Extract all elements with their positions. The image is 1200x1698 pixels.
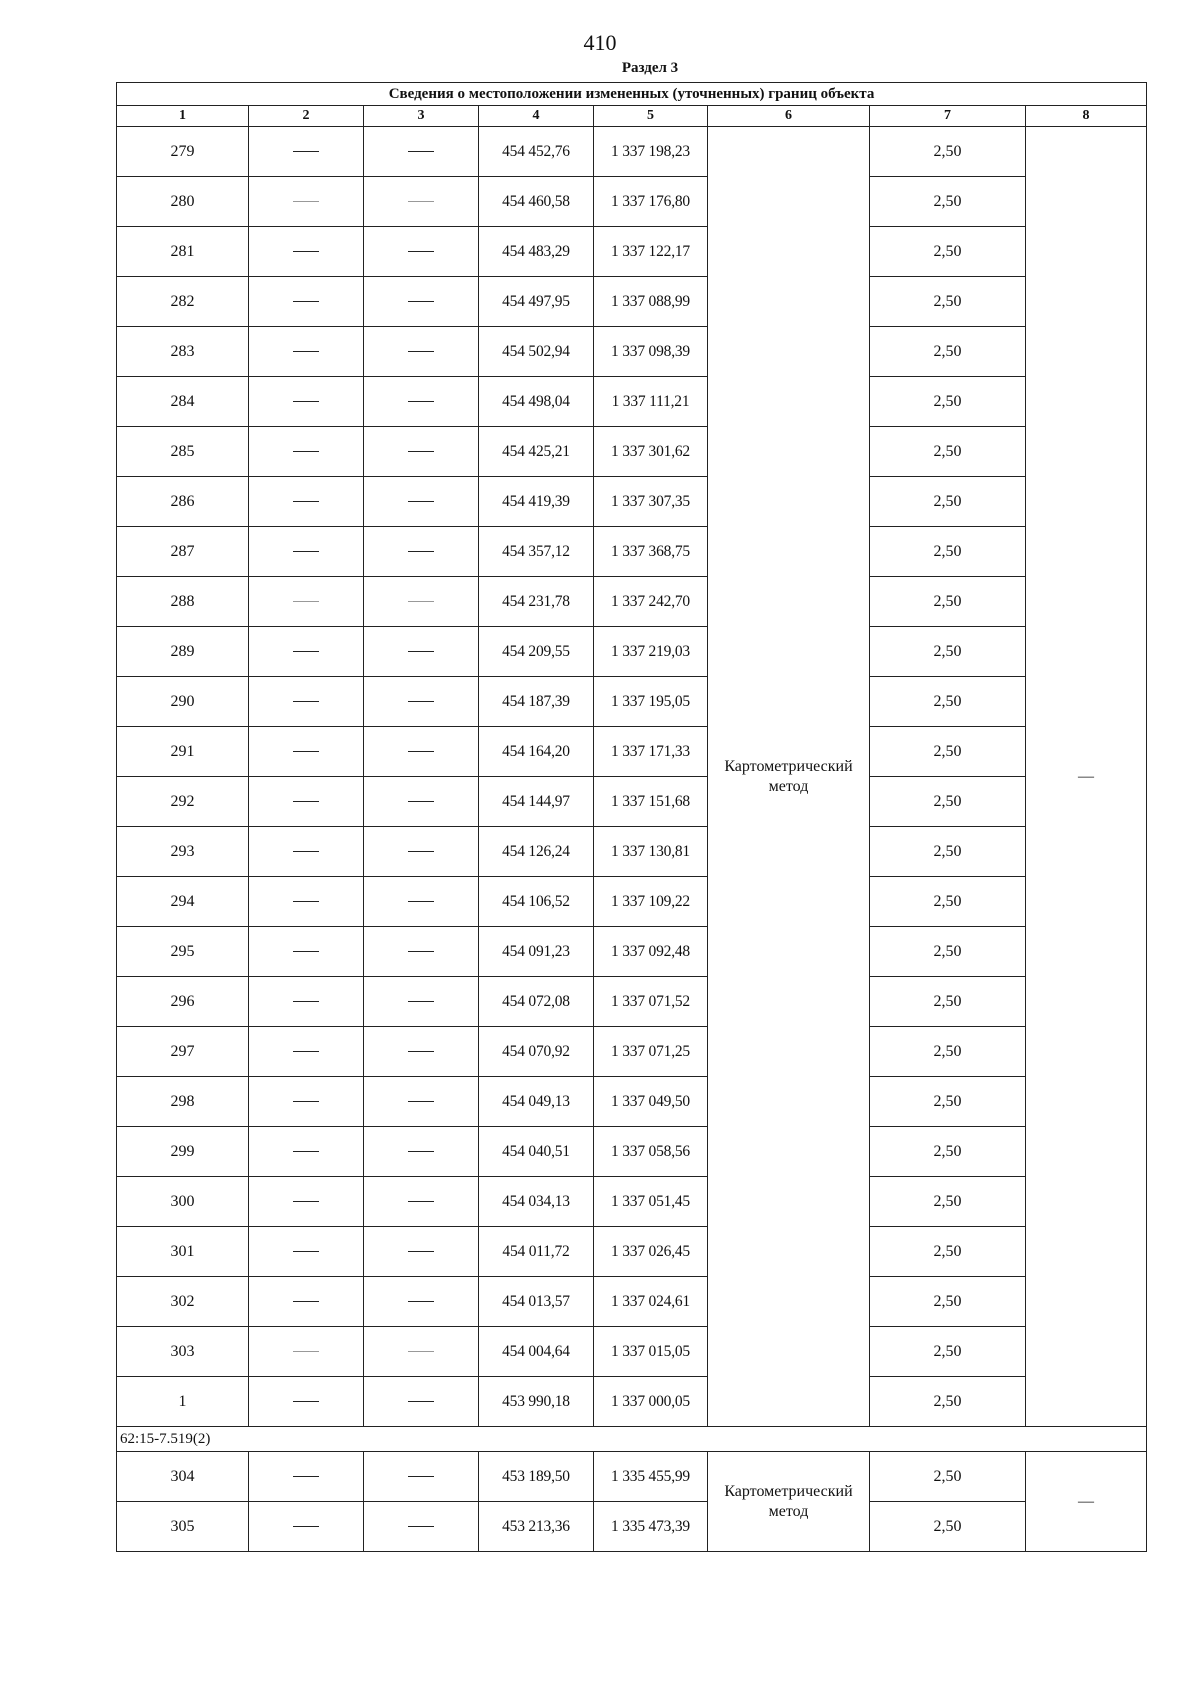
empty-value-cell [249,1277,364,1327]
dash-mark [293,601,319,602]
empty-value-cell [249,977,364,1027]
empty-value-cell [364,627,479,677]
dash-mark [293,301,319,302]
dash-mark [408,1251,434,1252]
empty-value-cell [364,727,479,777]
empty-value-cell [364,677,479,727]
empty-value-cell [249,577,364,627]
coordinate-y: 1 337 088,99 [594,277,708,327]
point-number: 285 [117,427,249,477]
accuracy-value: 2,50 [870,827,1026,877]
accuracy-value: 2,50 [870,377,1026,427]
column-number-row [117,106,1147,127]
coordinate-x: 454 049,13 [479,1077,594,1127]
dash-mark [408,251,434,252]
dash-mark [408,501,434,502]
point-number: 287 [117,527,249,577]
empty-value-cell [364,1077,479,1127]
coordinate-y: 1 337 368,75 [594,527,708,577]
dash-mark [293,951,319,952]
empty-value-cell [364,777,479,827]
accuracy-value: 2,50 [870,577,1026,627]
coordinate-x: 454 144,97 [479,777,594,827]
dash-mark [408,1201,434,1202]
dash-mark [408,351,434,352]
column-number: 1 [117,106,249,127]
dash-mark [408,901,434,902]
empty-value-cell [364,1177,479,1227]
point-number: 297 [117,1027,249,1077]
coordinate-y: 1 337 171,33 [594,727,708,777]
column-number: 7 [870,106,1026,127]
coordinate-x: 454 070,92 [479,1027,594,1077]
accuracy-value: 2,50 [870,927,1026,977]
dash-mark [408,801,434,802]
table-row [117,827,1147,877]
dash-mark [408,201,434,202]
empty-value-cell [364,377,479,427]
coordinate-x: 454 357,12 [479,527,594,577]
table-row [117,1077,1147,1127]
dash-mark [408,1151,434,1152]
table-row [117,1027,1147,1077]
accuracy-value: 2,50 [870,1027,1026,1077]
empty-value-cell [364,227,479,277]
empty-value-cell [249,777,364,827]
accuracy-value: 2,50 [870,227,1026,277]
coordinate-y: 1 337 109,22 [594,877,708,927]
table-caption: Сведения о местоположении измененных (уточненных) границ объекта [117,83,1147,106]
table-row [117,527,1147,577]
point-number: 280 [117,177,249,227]
point-number: 289 [117,627,249,677]
accuracy-value: 2,50 [870,1452,1026,1502]
dash-mark [293,751,319,752]
point-number: 284 [117,377,249,427]
dash-mark [293,1201,319,1202]
coordinate-x: 454 106,52 [479,877,594,927]
coordinate-x: 454 034,13 [479,1177,594,1227]
accuracy-value: 2,50 [870,777,1026,827]
coordinate-x: 454 164,20 [479,727,594,777]
dash-mark [408,1301,434,1302]
point-number: 290 [117,677,249,727]
empty-value-cell [249,1027,364,1077]
dash-mark [293,1251,319,1252]
empty-value-cell [249,877,364,927]
table-row [117,377,1147,427]
column-number: 5 [594,106,708,127]
point-number: 1 [117,1377,249,1427]
accuracy-value: 2,50 [870,677,1026,727]
table-row [117,677,1147,727]
point-number: 282 [117,277,249,327]
table-row [117,427,1147,477]
empty-value-cell [249,1377,364,1427]
accuracy-value: 2,50 [870,627,1026,677]
dash-mark [408,751,434,752]
dash-mark [293,1051,319,1052]
empty-value-cell [364,827,479,877]
dash-mark [408,1051,434,1052]
coordinate-x: 454 231,78 [479,577,594,627]
table-row [117,1227,1147,1277]
dash-mark [293,1001,319,1002]
accuracy-value: 2,50 [870,427,1026,477]
coordinate-y: 1 335 473,39 [594,1502,708,1552]
empty-value-cell [249,1177,364,1227]
method-cell: Картометрический метод [708,1452,870,1552]
empty-value-cell [249,627,364,677]
empty-value-cell [249,1077,364,1127]
empty-value-cell [249,1452,364,1502]
coordinate-x: 454 502,94 [479,327,594,377]
point-number: 294 [117,877,249,927]
dash-mark [293,1476,319,1477]
coordinate-x: 454 425,21 [479,427,594,477]
column-number: 8 [1026,106,1147,127]
empty-value-cell [364,427,479,477]
empty-value-cell [364,1502,479,1552]
coordinate-y: 1 337 092,48 [594,927,708,977]
empty-value-cell [364,477,479,527]
coordinate-x: 453 189,50 [479,1452,594,1502]
point-number: 299 [117,1127,249,1177]
column-number: 2 [249,106,364,127]
point-number: 281 [117,227,249,277]
coordinate-x: 454 497,95 [479,277,594,327]
table-row [117,727,1147,777]
dash-mark [293,501,319,502]
accuracy-value: 2,50 [870,327,1026,377]
dash-mark [293,1301,319,1302]
dash-mark [408,1101,434,1102]
accuracy-value: 2,50 [870,727,1026,777]
point-number: 288 [117,577,249,627]
page-number: 410 [583,30,617,55]
empty-value-cell [249,677,364,727]
empty-value-cell [364,927,479,977]
dash-mark [293,1526,319,1527]
accuracy-value: 2,50 [870,277,1026,327]
dash-mark [408,651,434,652]
accuracy-value: 2,50 [870,477,1026,527]
coordinate-x: 453 213,36 [479,1502,594,1552]
accuracy-value: 2,50 [870,1377,1026,1427]
dash-mark [408,401,434,402]
coordinate-y: 1 337 242,70 [594,577,708,627]
section-title: Раздел 3 [621,60,679,76]
empty-value-cell [364,977,479,1027]
coordinate-y: 1 337 219,03 [594,627,708,677]
coordinate-x: 454 460,58 [479,177,594,227]
accuracy-value: 2,50 [870,177,1026,227]
coordinate-y: 1 337 058,56 [594,1127,708,1177]
dash-mark [293,351,319,352]
accuracy-value: 2,50 [870,1502,1026,1552]
empty-value-cell [249,177,364,227]
dash-mark [408,1401,434,1402]
table-row [117,327,1147,377]
dash-mark [293,901,319,902]
point-number: 298 [117,1077,249,1127]
dash-mark [293,1101,319,1102]
coordinate-x: 454 498,04 [479,377,594,427]
empty-value-cell [249,227,364,277]
empty-value-cell [364,327,479,377]
accuracy-value: 2,50 [870,1227,1026,1277]
accuracy-value: 2,50 [870,977,1026,1027]
dash-mark [293,1151,319,1152]
dash-mark [408,601,434,602]
point-number: 305 [117,1502,249,1552]
table-row [117,577,1147,627]
coordinate-x: 453 990,18 [479,1377,594,1427]
accuracy-value: 2,50 [870,1177,1026,1227]
dash-mark [293,801,319,802]
coordinate-y: 1 337 111,21 [594,377,708,427]
parcel-label: 62:15-7.519(2) [117,1427,1147,1452]
point-number: 279 [117,127,249,177]
empty-value-cell [249,377,364,427]
empty-value-cell [249,1127,364,1177]
empty-value-cell [364,1277,479,1327]
point-number: 296 [117,977,249,1027]
coordinate-y: 1 337 307,35 [594,477,708,527]
empty-value-cell [249,1227,364,1277]
table-row [117,1177,1147,1227]
empty-value-cell [249,327,364,377]
table-row [117,277,1147,327]
column-8-value: — [1026,127,1147,1427]
dash-mark [293,1401,319,1402]
accuracy-value: 2,50 [870,527,1026,577]
empty-value-cell [364,1377,479,1427]
coordinate-x: 454 187,39 [479,677,594,727]
point-number: 301 [117,1227,249,1277]
dash-mark [293,201,319,202]
empty-value-cell [364,127,479,177]
accuracy-value: 2,50 [870,1127,1026,1177]
empty-value-cell [249,427,364,477]
table-row [117,227,1147,277]
empty-value-cell [249,127,364,177]
empty-value-cell [364,577,479,627]
coordinate-y: 1 337 000,05 [594,1377,708,1427]
dash-mark [293,451,319,452]
table-row [117,777,1147,827]
table-row [117,627,1147,677]
dash-mark [408,301,434,302]
coordinate-y: 1 337 024,61 [594,1277,708,1327]
table-row [117,927,1147,977]
column-number: 6 [708,106,870,127]
coordinate-y: 1 337 015,05 [594,1327,708,1377]
empty-value-cell [249,1327,364,1377]
coordinate-y: 1 337 051,45 [594,1177,708,1227]
coordinate-x: 454 013,57 [479,1277,594,1327]
empty-value-cell [249,277,364,327]
point-number: 286 [117,477,249,527]
column-number: 4 [479,106,594,127]
dash-mark [408,451,434,452]
table-row [117,177,1147,227]
dash-mark [408,1526,434,1527]
dash-mark [293,151,319,152]
empty-value-cell [364,277,479,327]
dash-mark [408,551,434,552]
accuracy-value: 2,50 [870,877,1026,927]
table-row [117,1327,1147,1377]
table-row [117,877,1147,927]
point-number: 300 [117,1177,249,1227]
point-number: 304 [117,1452,249,1502]
point-number: 291 [117,727,249,777]
coordinate-x: 454 483,29 [479,227,594,277]
point-number: 283 [117,327,249,377]
dash-mark [408,151,434,152]
dash-mark [408,851,434,852]
empty-value-cell [249,527,364,577]
coordinate-x: 454 091,23 [479,927,594,977]
column-number: 3 [364,106,479,127]
point-number: 302 [117,1277,249,1327]
coordinate-x: 454 011,72 [479,1227,594,1277]
coordinate-y: 1 337 026,45 [594,1227,708,1277]
empty-value-cell [364,527,479,577]
empty-value-cell [364,1027,479,1077]
accuracy-value: 2,50 [870,1077,1026,1127]
coordinate-y: 1 337 122,17 [594,227,708,277]
dash-mark [408,1476,434,1477]
coordinate-y: 1 337 195,05 [594,677,708,727]
accuracy-value: 2,50 [870,127,1026,177]
coordinate-y: 1 337 130,81 [594,827,708,877]
table-row [117,1452,1147,1502]
method-cell: Картометрический метод [708,127,870,1427]
table-row [117,1127,1147,1177]
coordinate-x: 454 072,08 [479,977,594,1027]
coordinate-y: 1 337 151,68 [594,777,708,827]
accuracy-value: 2,50 [870,1277,1026,1327]
coordinate-x: 454 004,64 [479,1327,594,1377]
dash-mark [293,251,319,252]
coordinate-y: 1 337 071,52 [594,977,708,1027]
empty-value-cell [249,827,364,877]
dash-mark [293,551,319,552]
coordinate-x: 454 452,76 [479,127,594,177]
table-row [117,477,1147,527]
coordinate-y: 1 337 198,23 [594,127,708,177]
empty-value-cell [364,1227,479,1277]
dash-mark [293,851,319,852]
coordinates-table [116,82,1147,1552]
point-number: 293 [117,827,249,877]
empty-value-cell [249,727,364,777]
dash-mark [408,701,434,702]
coordinate-y: 1 335 455,99 [594,1452,708,1502]
dash-mark [408,1351,434,1352]
point-number: 295 [117,927,249,977]
table-row [117,1277,1147,1327]
coordinate-x: 454 209,55 [479,627,594,677]
empty-value-cell [249,927,364,977]
coordinate-y: 1 337 071,25 [594,1027,708,1077]
table-row [117,1377,1147,1427]
dash-mark [293,701,319,702]
column-8-value: — [1026,1452,1147,1552]
table-row [117,127,1147,177]
coordinate-y: 1 337 301,62 [594,427,708,477]
coordinate-x: 454 040,51 [479,1127,594,1177]
coordinate-y: 1 337 049,50 [594,1077,708,1127]
coordinate-x: 454 419,39 [479,477,594,527]
empty-value-cell [249,477,364,527]
empty-value-cell [364,1127,479,1177]
coordinate-x: 454 126,24 [479,827,594,877]
coordinate-y: 1 337 176,80 [594,177,708,227]
empty-value-cell [364,1452,479,1502]
empty-value-cell [364,877,479,927]
dash-mark [293,1351,319,1352]
empty-value-cell [364,1327,479,1377]
point-number: 303 [117,1327,249,1377]
empty-value-cell [249,1502,364,1552]
dash-mark [293,651,319,652]
dash-mark [293,401,319,402]
table-row [117,1502,1147,1552]
empty-value-cell [364,177,479,227]
point-number: 292 [117,777,249,827]
dash-mark [408,1001,434,1002]
coordinate-y: 1 337 098,39 [594,327,708,377]
table-row [117,977,1147,1027]
accuracy-value: 2,50 [870,1327,1026,1377]
dash-mark [408,951,434,952]
